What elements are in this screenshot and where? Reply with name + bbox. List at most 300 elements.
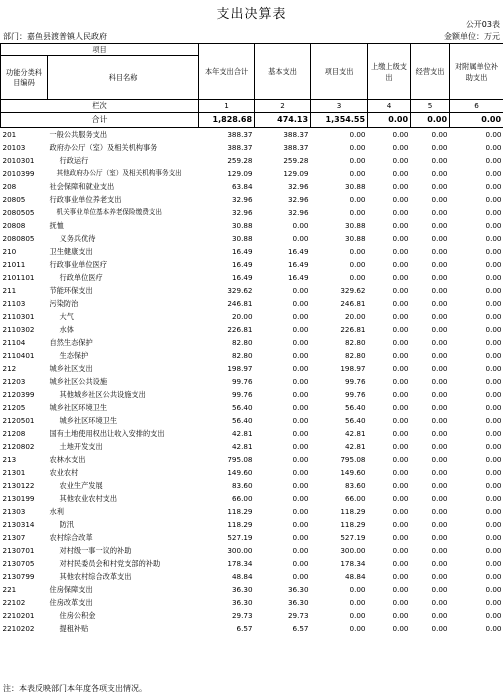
row-value: 259.28 <box>255 154 311 167</box>
row-value: 0.00 <box>450 154 503 167</box>
row-value: 0.00 <box>255 453 311 466</box>
row-value: 795.08 <box>199 453 255 466</box>
row-subject-name: 行政事业单位医疗 <box>48 258 199 271</box>
row-value: 149.60 <box>311 466 368 479</box>
row-subject-name: 行政运行 <box>48 154 199 167</box>
header-total: 本年支出合计 <box>199 44 255 100</box>
row-value: 795.08 <box>311 453 368 466</box>
table-row <box>1 557 503 570</box>
row-value: 0.00 <box>368 544 411 557</box>
row-value: 0.00 <box>411 206 450 219</box>
row-value: 42.81 <box>199 427 255 440</box>
row-code: 2120501 <box>1 414 48 427</box>
header-project: 项目支出 <box>311 44 368 100</box>
expenditure-table <box>0 43 503 635</box>
department-label: 部门：嘉鱼县渡普镇人民政府 <box>3 31 107 42</box>
row-subject-name: 农林水支出 <box>48 453 199 466</box>
table-row <box>1 505 503 518</box>
row-value: 198.97 <box>199 362 255 375</box>
row-value: 16.49 <box>199 258 255 271</box>
row-value: 63.84 <box>199 180 255 193</box>
row-code: 2120802 <box>1 440 48 453</box>
row-value: 0.00 <box>311 609 368 622</box>
row-value: 66.00 <box>199 492 255 505</box>
row-value: 0.00 <box>450 206 503 219</box>
row-subject-name: 土地开发支出 <box>48 440 199 453</box>
row-value: 0.00 <box>411 258 450 271</box>
row-code: 2130199 <box>1 492 48 505</box>
row-value: 0.00 <box>411 362 450 375</box>
header-basic: 基本支出 <box>255 44 311 100</box>
row-value: 0.00 <box>255 544 311 557</box>
row-value: 0.00 <box>368 375 411 388</box>
row-value: 0.00 <box>411 414 450 427</box>
row-code: 2120399 <box>1 388 48 401</box>
row-code: 2130314 <box>1 518 48 531</box>
row-value: 118.29 <box>199 505 255 518</box>
row-value: 29.73 <box>255 609 311 622</box>
row-code: 20805 <box>1 193 48 206</box>
row-subject-name: 水利 <box>48 505 199 518</box>
table-row <box>1 310 503 323</box>
row-code: 21103 <box>1 297 48 310</box>
row-value: 82.80 <box>311 349 368 362</box>
table-row <box>1 544 503 557</box>
row-code: 2130799 <box>1 570 48 583</box>
row-code: 2210201 <box>1 609 48 622</box>
row-subject-name: 提租补贴 <box>48 622 199 635</box>
row-subject-name: 其他政府办公厅（室）及相关机构事务支出 <box>48 167 199 180</box>
row-value: 99.76 <box>199 375 255 388</box>
header-item: 项目 <box>1 44 199 56</box>
row-value: 0.00 <box>450 505 503 518</box>
row-value: 0.00 <box>368 167 411 180</box>
table-row <box>1 492 503 505</box>
footnote: 注：本表反映部门本年度各项支出情况。 <box>3 683 147 694</box>
row-value: 0.00 <box>450 466 503 479</box>
row-value: 0.00 <box>311 141 368 154</box>
row-value: 149.60 <box>199 466 255 479</box>
row-value: 0.00 <box>411 427 450 440</box>
row-value: 20.00 <box>199 310 255 323</box>
row-value: 0.00 <box>255 440 311 453</box>
row-value: 0.00 <box>255 466 311 479</box>
row-value: 0.00 <box>411 128 450 142</box>
row-value: 0.00 <box>368 557 411 570</box>
row-subject-name: 对村民委员会和村党支部的补助 <box>48 557 199 570</box>
row-code: 2010301 <box>1 154 48 167</box>
row-value: 42.81 <box>311 440 368 453</box>
row-value: 0.00 <box>450 310 503 323</box>
table-row <box>1 232 503 245</box>
row-value: 0.00 <box>368 219 411 232</box>
row-value: 0.00 <box>368 284 411 297</box>
table-row <box>1 427 503 440</box>
row-value: 0.00 <box>450 440 503 453</box>
row-value: 0.00 <box>255 232 311 245</box>
row-value: 388.37 <box>199 128 255 142</box>
row-value: 0.00 <box>368 323 411 336</box>
row-code: 212 <box>1 362 48 375</box>
row-value: 0.00 <box>450 401 503 414</box>
row-subject-name: 其他农村综合改革支出 <box>48 570 199 583</box>
row-value: 0.00 <box>368 349 411 362</box>
row-value: 0.00 <box>450 180 503 193</box>
row-value: 0.00 <box>450 258 503 271</box>
row-value: 0.00 <box>368 154 411 167</box>
total-value: 474.13 <box>255 113 311 128</box>
row-value: 0.00 <box>411 349 450 362</box>
row-code: 22102 <box>1 596 48 609</box>
row-subject-name: 城乡社区环境卫生 <box>48 414 199 427</box>
row-value: 0.00 <box>411 518 450 531</box>
row-value: 16.49 <box>199 245 255 258</box>
col-num-5: 5 <box>411 100 450 113</box>
row-value: 0.00 <box>450 518 503 531</box>
unit-label: 金额单位：万元 <box>444 31 500 42</box>
table-row <box>1 479 503 492</box>
row-value: 0.00 <box>368 427 411 440</box>
col-num-1: 1 <box>199 100 255 113</box>
row-value: 0.00 <box>368 583 411 596</box>
row-value: 0.00 <box>450 609 503 622</box>
row-value: 0.00 <box>368 232 411 245</box>
row-value: 118.29 <box>311 518 368 531</box>
row-value: 0.00 <box>255 557 311 570</box>
table-row <box>1 583 503 596</box>
row-value: 0.00 <box>411 271 450 284</box>
row-value: 0.00 <box>411 310 450 323</box>
table-row <box>1 388 503 401</box>
row-code: 2110302 <box>1 323 48 336</box>
row-subject-name: 抚恤 <box>48 219 199 232</box>
row-value: 0.00 <box>411 583 450 596</box>
row-code: 20808 <box>1 219 48 232</box>
table-row <box>1 531 503 544</box>
row-value: 0.00 <box>450 622 503 635</box>
row-value: 0.00 <box>411 453 450 466</box>
row-value: 0.00 <box>411 557 450 570</box>
row-code: 2110301 <box>1 310 48 323</box>
row-code: 221 <box>1 583 48 596</box>
row-value: 226.81 <box>311 323 368 336</box>
row-value: 0.00 <box>411 297 450 310</box>
row-value: 0.00 <box>255 427 311 440</box>
row-code: 201 <box>1 128 48 142</box>
row-value: 0.00 <box>411 219 450 232</box>
row-value: 32.96 <box>199 193 255 206</box>
row-value: 30.88 <box>199 219 255 232</box>
row-value: 83.60 <box>311 479 368 492</box>
row-subject-name: 污染防治 <box>48 297 199 310</box>
row-subject-name: 政府办公厅（室）及相关机构事务 <box>48 141 199 154</box>
row-code: 2080805 <box>1 232 48 245</box>
row-value: 0.00 <box>450 336 503 349</box>
row-value: 0.00 <box>368 609 411 622</box>
row-value: 0.00 <box>411 180 450 193</box>
table-row <box>1 349 503 362</box>
row-code: 2130705 <box>1 557 48 570</box>
row-value: 0.00 <box>368 466 411 479</box>
row-value: 527.19 <box>199 531 255 544</box>
row-code: 2130701 <box>1 544 48 557</box>
row-value: 0.00 <box>311 154 368 167</box>
row-value: 0.00 <box>368 336 411 349</box>
row-value: 388.37 <box>255 141 311 154</box>
row-value: 0.00 <box>255 570 311 583</box>
row-value: 0.00 <box>368 128 411 142</box>
row-value: 0.00 <box>368 271 411 284</box>
row-value: 0.00 <box>255 388 311 401</box>
row-subject-name: 城乡社区公共设施 <box>48 375 199 388</box>
row-value: 0.00 <box>411 401 450 414</box>
row-value: 0.00 <box>450 531 503 544</box>
row-value: 226.81 <box>199 323 255 336</box>
row-code: 21205 <box>1 401 48 414</box>
table-row <box>1 258 503 271</box>
row-value: 99.76 <box>199 388 255 401</box>
table-row <box>1 466 503 479</box>
row-value: 0.00 <box>450 492 503 505</box>
row-value: 118.29 <box>199 518 255 531</box>
table-row <box>1 609 503 622</box>
row-value: 30.88 <box>311 232 368 245</box>
row-value: 0.00 <box>368 193 411 206</box>
row-subject-name: 国有土地使用权出让收入安排的支出 <box>48 427 199 440</box>
total-value: 1,354.55 <box>311 113 368 128</box>
total-row <box>1 113 503 128</box>
total-value: 1,828.68 <box>199 113 255 128</box>
row-value: 48.84 <box>199 570 255 583</box>
row-value: 56.40 <box>199 414 255 427</box>
row-value: 42.81 <box>311 427 368 440</box>
row-value: 246.81 <box>311 297 368 310</box>
row-value: 198.97 <box>311 362 368 375</box>
row-value: 82.80 <box>199 349 255 362</box>
row-value: 0.00 <box>411 245 450 258</box>
table-row <box>1 596 503 609</box>
row-subject-name: 住房改革支出 <box>48 596 199 609</box>
row-code: 21301 <box>1 466 48 479</box>
row-value: 0.00 <box>311 206 368 219</box>
row-value: 0.00 <box>411 492 450 505</box>
row-value: 0.00 <box>411 284 450 297</box>
row-value: 300.00 <box>199 544 255 557</box>
row-value: 0.00 <box>255 336 311 349</box>
row-value: 32.96 <box>199 206 255 219</box>
row-value: 0.00 <box>311 596 368 609</box>
row-code: 208 <box>1 180 48 193</box>
row-value: 0.00 <box>255 323 311 336</box>
row-value: 0.00 <box>255 401 311 414</box>
row-value: 388.37 <box>255 128 311 142</box>
table-row <box>1 193 503 206</box>
row-value: 0.00 <box>368 388 411 401</box>
row-value: 178.34 <box>311 557 368 570</box>
row-value: 32.96 <box>255 193 311 206</box>
row-value: 0.00 <box>411 232 450 245</box>
row-value: 0.00 <box>255 505 311 518</box>
row-value: 0.00 <box>450 193 503 206</box>
row-value: 0.00 <box>411 596 450 609</box>
total-value: 0.00 <box>368 113 411 128</box>
row-value: 0.00 <box>450 219 503 232</box>
row-subject-name: 行政单位医疗 <box>48 271 199 284</box>
row-value: 0.00 <box>411 505 450 518</box>
row-value: 0.00 <box>450 128 503 142</box>
row-value: 56.40 <box>311 401 368 414</box>
row-value: 16.49 <box>199 271 255 284</box>
row-subject-name: 行政事业单位养老支出 <box>48 193 199 206</box>
row-code: 21104 <box>1 336 48 349</box>
row-subject-name: 节能环保支出 <box>48 284 199 297</box>
row-subject-name: 住房公积金 <box>48 609 199 622</box>
row-value: 129.09 <box>255 167 311 180</box>
row-code: 21011 <box>1 258 48 271</box>
row-value: 0.00 <box>255 362 311 375</box>
row-value: 0.00 <box>368 180 411 193</box>
row-value: 0.00 <box>450 388 503 401</box>
row-value: 0.00 <box>411 544 450 557</box>
row-value: 0.00 <box>368 206 411 219</box>
row-value: 0.00 <box>255 284 311 297</box>
row-value: 0.00 <box>311 271 368 284</box>
row-subject-name: 水体 <box>48 323 199 336</box>
table-row <box>1 453 503 466</box>
row-value: 0.00 <box>368 141 411 154</box>
row-value: 0.00 <box>368 258 411 271</box>
row-code: 21203 <box>1 375 48 388</box>
row-subject-name: 社会保障和就业支出 <box>48 180 199 193</box>
row-value: 48.84 <box>311 570 368 583</box>
row-code: 213 <box>1 453 48 466</box>
row-value: 0.00 <box>411 440 450 453</box>
row-subject-name: 自然生态保护 <box>48 336 199 349</box>
row-value: 0.00 <box>450 453 503 466</box>
row-value: 300.00 <box>311 544 368 557</box>
row-value: 0.00 <box>450 232 503 245</box>
row-value: 0.00 <box>368 245 411 258</box>
row-value: 0.00 <box>411 336 450 349</box>
row-value: 0.00 <box>255 219 311 232</box>
table-row <box>1 440 503 453</box>
row-code: 21303 <box>1 505 48 518</box>
table-row <box>1 336 503 349</box>
table-row <box>1 206 503 219</box>
row-value: 0.00 <box>311 583 368 596</box>
row-value: 0.00 <box>311 128 368 142</box>
row-value: 0.00 <box>411 570 450 583</box>
row-code: 21307 <box>1 531 48 544</box>
row-subject-name: 农业农村 <box>48 466 199 479</box>
table-row <box>1 180 503 193</box>
row-value: 0.00 <box>450 245 503 258</box>
row-value: 0.00 <box>450 284 503 297</box>
total-value: 0.00 <box>411 113 450 128</box>
total-value: 0.00 <box>450 113 503 128</box>
row-value: 0.00 <box>411 375 450 388</box>
row-subject-name: 其他城乡社区公共设施支出 <box>48 388 199 401</box>
row-value: 0.00 <box>450 427 503 440</box>
row-code: 2210202 <box>1 622 48 635</box>
row-subject-name: 一般公共服务支出 <box>48 128 199 142</box>
table-row <box>1 297 503 310</box>
row-value: 30.88 <box>199 232 255 245</box>
header-business: 经营支出 <box>411 44 450 100</box>
row-value: 0.00 <box>368 518 411 531</box>
header-subsidy: 对附属单位补助支出 <box>450 44 503 100</box>
row-subject-name: 对村级一事一议的补助 <box>48 544 199 557</box>
row-value: 0.00 <box>411 479 450 492</box>
page-title: 支出决算表 <box>0 3 503 22</box>
col-num-3: 3 <box>311 100 368 113</box>
form-code: 公开03表 <box>466 19 500 30</box>
table-row <box>1 219 503 232</box>
row-code: 210 <box>1 245 48 258</box>
row-subject-name: 其他农业农村支出 <box>48 492 199 505</box>
row-value: 0.00 <box>450 479 503 492</box>
row-value: 0.00 <box>311 167 368 180</box>
row-value: 0.00 <box>311 258 368 271</box>
row-value: 329.62 <box>311 284 368 297</box>
row-value: 16.49 <box>255 258 311 271</box>
table-row <box>1 245 503 258</box>
row-value: 0.00 <box>411 609 450 622</box>
row-subject-name: 住房保障支出 <box>48 583 199 596</box>
row-subject-name: 防汛 <box>48 518 199 531</box>
row-value: 36.30 <box>255 596 311 609</box>
row-value: 0.00 <box>255 310 311 323</box>
row-value: 0.00 <box>255 531 311 544</box>
row-value: 246.81 <box>199 297 255 310</box>
row-value: 0.00 <box>255 349 311 362</box>
row-value: 0.00 <box>368 362 411 375</box>
table-row <box>1 518 503 531</box>
row-value: 0.00 <box>368 297 411 310</box>
row-subject-name: 城乡社区环境卫生 <box>48 401 199 414</box>
row-value: 0.00 <box>450 596 503 609</box>
row-value: 0.00 <box>368 531 411 544</box>
row-value: 42.81 <box>199 440 255 453</box>
total-label: 合计 <box>1 113 199 128</box>
row-value: 0.00 <box>368 440 411 453</box>
row-value: 56.40 <box>199 401 255 414</box>
row-value: 0.00 <box>450 271 503 284</box>
row-value: 20.00 <box>311 310 368 323</box>
table-row <box>1 401 503 414</box>
row-code: 2130122 <box>1 479 48 492</box>
row-value: 0.00 <box>450 297 503 310</box>
row-subject-name: 农业生产发展 <box>48 479 199 492</box>
row-value: 0.00 <box>450 557 503 570</box>
table-row <box>1 167 503 180</box>
row-value: 259.28 <box>199 154 255 167</box>
row-value: 30.88 <box>311 180 368 193</box>
row-value: 0.00 <box>368 570 411 583</box>
col-num-4: 4 <box>368 100 411 113</box>
row-code: 2080505 <box>1 206 48 219</box>
row-value: 0.00 <box>368 310 411 323</box>
row-code: 20103 <box>1 141 48 154</box>
row-value: 0.00 <box>411 466 450 479</box>
table-row <box>1 375 503 388</box>
row-subject-name: 生态保护 <box>48 349 199 362</box>
row-value: 0.00 <box>411 622 450 635</box>
row-value: 0.00 <box>450 375 503 388</box>
row-value: 129.09 <box>199 167 255 180</box>
row-code: 2110401 <box>1 349 48 362</box>
row-value: 99.76 <box>311 375 368 388</box>
